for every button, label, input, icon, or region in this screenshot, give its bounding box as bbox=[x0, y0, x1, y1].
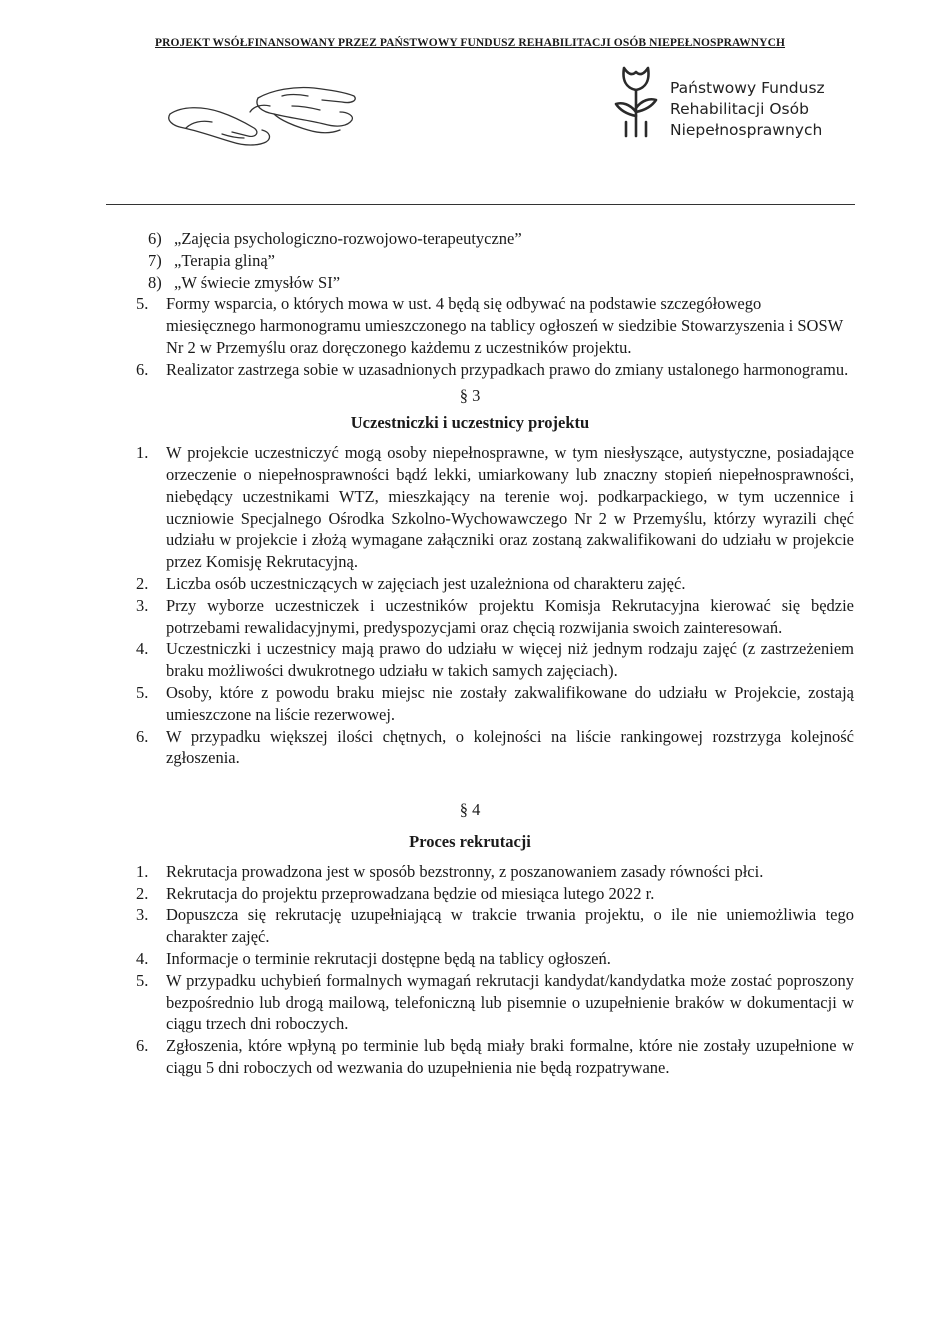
item-text: „Zajęcia psychologiczno-rozwojowo-terapeutyczne” bbox=[174, 229, 522, 248]
list-item bbox=[0, 293, 940, 358]
item-text: „W świecie zmysłów SI” bbox=[174, 272, 341, 292]
list-item bbox=[0, 904, 940, 948]
item-text: Rekrutacja prowadzona jest w sposób bezstronny, z poszanowaniem zasady równości płci. bbox=[166, 861, 764, 881]
item-number: 6) bbox=[148, 229, 162, 248]
item-text: W projekcie uczestniczyć mogą osoby niepełnosprawne, w tym niesłyszące, autystyczne, posiadające orzeczenie o niepełnosprawności bądź lekki, umiarkowany lub znaczny stopień niepełnosprawności, niebędący uczestnikami WTZ, mieszkający na terenie woj. podkarpackiego, w tym uczennice i uczniowie Specjalnego Ośrodka Szkolno-Wychowawczego Nr 2 w Przemyślu, którzy wyrazili chęć udziału w projekcie i złożą wymagane załączniki oraz zostaną zakwalifikowani do udziału w projekcie przez Komisję Rekrutacyjną. bbox=[166, 443, 854, 572]
item-number: 4. bbox=[136, 948, 149, 968]
item-text: Rekrutacja do projektu przeprowadzana będzie od miesiąca lutego 2022 r. bbox=[166, 883, 655, 903]
item-text: Liczba osób uczestniczących w zajęciach jest uzależniona od charakteru zajęć. bbox=[166, 573, 686, 593]
list-item bbox=[0, 228, 940, 250]
section-number: § 4 bbox=[459, 800, 481, 820]
document-body bbox=[0, 228, 940, 1079]
item-text: W przypadku uchybień formalnych wymagań rekrutacji kandydat/kandydatka może zostać poproszony bezpośrednio lub drogą mailową, telefoniczną lub pisemnie o uzupełnienie braków w dokumentacji w ciągu trzech dni roboczych. bbox=[166, 970, 854, 1034]
item-number: 2. bbox=[136, 573, 149, 593]
list-item bbox=[0, 1035, 940, 1079]
list-item bbox=[0, 726, 940, 770]
item-text: „Terapia gliną” bbox=[174, 250, 275, 270]
item-text: Informacje o terminie rekrutacji dostępne będą na tablicy ogłoszeń. bbox=[166, 948, 611, 968]
item-number: 1. bbox=[136, 861, 149, 881]
item-text: W przypadku większej ilości chętnych, o kolejności na liście rankingowej rozstrzyga kolejność zgłoszenia. bbox=[166, 726, 854, 768]
list-item bbox=[0, 573, 940, 595]
logo-line-1: Państwowy Fundusz bbox=[670, 79, 825, 97]
list-item bbox=[0, 883, 940, 905]
item-number: 5. bbox=[136, 682, 149, 702]
item-number: 1. bbox=[136, 443, 149, 463]
logo-line-3: Niepełnosprawnych bbox=[670, 121, 823, 139]
item-text: Dopuszcza się rekrutację uzupełniającą w trakcie trwania projektu, o ile nie uniemożliwia tego charakter zajęć. bbox=[166, 905, 854, 947]
list-item bbox=[0, 970, 940, 1035]
item-number: 2. bbox=[136, 883, 149, 903]
list-item bbox=[0, 595, 940, 639]
tulip-logo-icon bbox=[612, 60, 660, 140]
funding-header-line: PROJEKT WSÓŁFINANSOWANY PRZEZ PAŃSTWOWY FUNDUSZ REHABILITACJI OSÓB NIEPEŁNOSPRAWNYCH bbox=[154, 37, 786, 49]
item-number: 5. bbox=[136, 294, 149, 314]
section-heading: Uczestniczki i uczestnicy projektu bbox=[350, 413, 590, 433]
item-text: Realizator zastrzega sobie w uzasadnionych przypadkach prawo do zmiany ustalonego harmonogramu. bbox=[166, 359, 849, 379]
header-divider bbox=[106, 204, 855, 205]
list-item bbox=[0, 861, 940, 883]
hands-logo-icon bbox=[162, 76, 362, 156]
list-item bbox=[0, 359, 940, 381]
list-item bbox=[0, 638, 940, 682]
list-item bbox=[0, 442, 940, 573]
item-text: Zgłoszenia, które wpłyną po terminie lub będą miały braki formalne, które nie zostały uzupełnione w ciągu 5 dni roboczych od wezwania do uzupełnienia nie będą rozpatrywane. bbox=[166, 1036, 854, 1077]
item-number: 6. bbox=[136, 1036, 149, 1056]
item-number: 7) bbox=[148, 250, 162, 270]
pfron-logo bbox=[612, 56, 852, 146]
list-item bbox=[0, 272, 940, 294]
section-number: § 3 bbox=[459, 385, 481, 405]
item-number: 8) bbox=[148, 272, 162, 292]
section-heading: Proces rekrutacji bbox=[409, 831, 531, 851]
list-item bbox=[0, 682, 940, 726]
item-number: 6. bbox=[136, 726, 149, 746]
item-text: Przy wyborze uczestniczek i uczestników projektu Komisja Rekrutacyjna kierować się będzie potrzebami rewalidacyjnymi, predyspozycjami oraz chęcią rozwijania swoich zainteresowań. bbox=[166, 595, 854, 637]
item-number: 3. bbox=[136, 905, 149, 925]
list-item bbox=[0, 948, 940, 970]
item-number: 6. bbox=[136, 359, 149, 379]
logo-line-2: Rehabilitacji Osób bbox=[670, 100, 809, 118]
item-text: Uczestniczki i uczestnicy mają prawo do udziału w więcej niż jednym rodzaju zajęć (z zastrzeżeniem braku możliwości dwukrotnego udziału w takich samych zajęciach). bbox=[166, 639, 854, 681]
item-number: 3. bbox=[136, 595, 149, 615]
item-text: Osoby, które z powodu braku miejsc nie zostały zakwalifikowane do udziału w Projekcie, zostają umieszczone na liście rezerwowej. bbox=[166, 682, 854, 724]
item-number: 5. bbox=[136, 970, 149, 990]
item-number: 4. bbox=[136, 639, 149, 659]
list-item bbox=[0, 250, 940, 272]
item-text: Formy wsparcia, o których mowa w ust. 4 będą się odbywać na podstawie szczegółowego miesięcznego harmonogramu umieszczonego na tablicy ogłoszeń w siedzibie Stowarzyszenia i SOSW Nr 2 w Przemyślu oraz doręczonego każdemu z uczestników projektu. bbox=[166, 294, 843, 357]
